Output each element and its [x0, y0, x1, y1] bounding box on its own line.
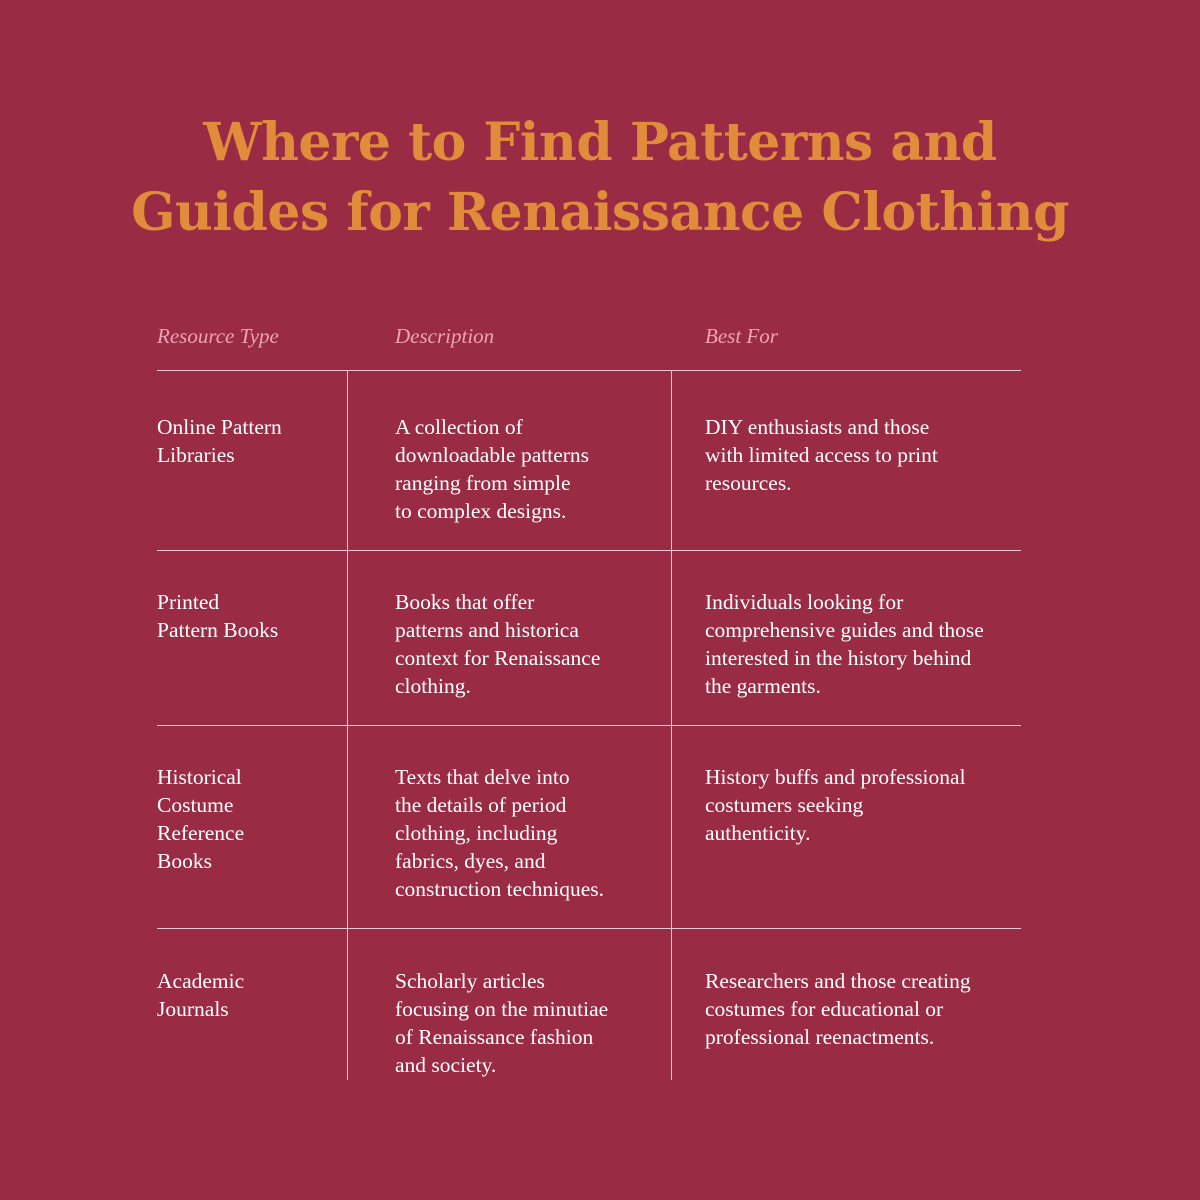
cell-line: Texts that delve into: [395, 765, 570, 789]
cell-line: Scholarly articles: [395, 969, 545, 993]
table-row-1-description: [395, 413, 589, 525]
title-line-1: Where to Find Patterns and: [203, 112, 997, 173]
page-title: [0, 108, 1200, 248]
cell-line: Academic: [157, 969, 245, 993]
cell-line: professional reenactments.: [705, 1025, 935, 1049]
cell-line: with limited access to print: [705, 443, 938, 467]
cell-line: Journals: [157, 997, 229, 1021]
cell-line: Libraries: [157, 443, 235, 467]
table-row-2-best-for: [705, 588, 984, 700]
table-row-4-description: [395, 967, 608, 1079]
cell-line: comprehensive guides and those: [705, 618, 984, 642]
cell-line: Reference: [157, 821, 245, 845]
cell-line: Online Pattern: [157, 415, 282, 439]
table-row-3-description: [395, 763, 604, 903]
cell-line: context for Renaissance: [395, 646, 601, 670]
table-row-1-type: [157, 413, 282, 469]
cell-line: Pattern Books: [157, 618, 279, 642]
cell-line: ranging from simple: [395, 471, 571, 495]
cell-line: patterns and historica: [395, 618, 579, 642]
cell-line: DIY enthusiasts and those: [705, 415, 930, 439]
cell-line: Books: [157, 849, 212, 873]
cell-line: interested in the history behind: [705, 646, 972, 670]
table-row-3-best-for: [705, 763, 966, 847]
cell-line: construction techniques.: [395, 877, 604, 901]
header-resource-type: Resource Type: [157, 324, 279, 348]
table-row-2-type: [157, 588, 278, 644]
cell-line: downloadable patterns: [395, 443, 590, 467]
cell-line: Costume: [157, 793, 234, 817]
cell-line: Historical: [157, 765, 242, 789]
column-divider: [347, 371, 348, 1080]
table-row-4-best-for: [705, 967, 971, 1051]
cell-line: the details of period: [395, 793, 567, 817]
cell-line: fabrics, dyes, and: [395, 849, 546, 873]
cell-line: costumers seeking: [705, 793, 864, 817]
cell-line: clothing.: [395, 674, 471, 698]
cell-line: the garments.: [705, 674, 821, 698]
cell-line: Individuals looking for: [705, 590, 904, 614]
table-row-3-type: [157, 763, 244, 875]
cell-line: Books that offer: [395, 590, 535, 614]
cell-line: clothing, including: [395, 821, 558, 845]
cell-line: Researchers and those creating: [705, 969, 971, 993]
cell-line: costumes for educational or: [705, 997, 944, 1021]
table-divider: [157, 370, 1021, 371]
table-row-4-type: [157, 967, 244, 1023]
cell-line: authenticity.: [705, 821, 811, 845]
cell-line: and society.: [395, 1053, 497, 1077]
table-divider: [157, 550, 1021, 551]
cell-line: focusing on the minutiae: [395, 997, 609, 1021]
header-description: Description: [395, 324, 495, 348]
cell-line: resources.: [705, 471, 792, 495]
title-line-2: Guides for Renaissance Clothing: [131, 182, 1069, 243]
table-divider: [157, 928, 1021, 929]
table-divider: [157, 725, 1021, 726]
table-row-2-description: [395, 588, 600, 700]
table-row-1-best-for: [705, 413, 938, 497]
header-best-for: Best For: [705, 324, 778, 348]
cell-line: Printed: [157, 590, 220, 614]
cell-line: of Renaissance fashion: [395, 1025, 594, 1049]
cell-line: History buffs and professional: [705, 765, 966, 789]
column-divider: [671, 371, 672, 1080]
cell-line: A collection of: [395, 415, 523, 439]
cell-line: to complex designs.: [395, 499, 567, 523]
